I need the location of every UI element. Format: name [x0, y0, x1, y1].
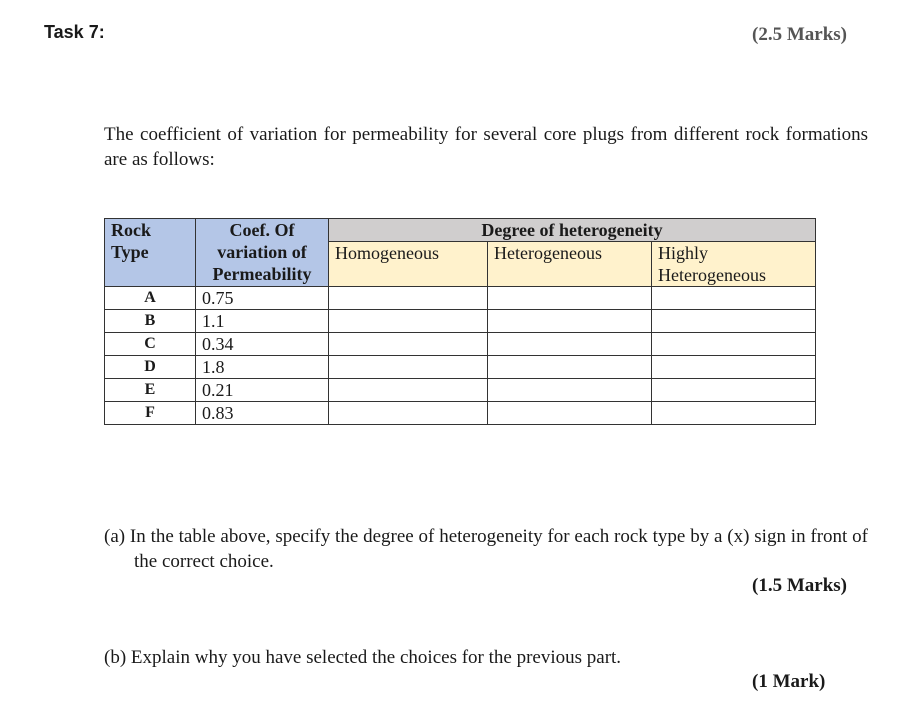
rock-type-cell: A [105, 287, 196, 310]
question-b-marks: (1 Mark) [752, 671, 826, 692]
highly-heterogeneous-answer-cell[interactable] [652, 287, 816, 310]
homogeneous-answer-cell[interactable] [329, 402, 488, 425]
header-highly-line2: Heterogeneous [658, 265, 766, 285]
table-row [105, 287, 816, 310]
rock-type-cell: B [105, 310, 196, 333]
rock-type-cell: C [105, 333, 196, 356]
homogeneous-answer-cell[interactable] [329, 287, 488, 310]
header-highly-line1: Highly [658, 243, 709, 263]
coef-cell: 1.8 [196, 356, 329, 379]
header-coef-line2: variation of [217, 242, 307, 262]
header-rock-line2: Type [111, 242, 149, 262]
task-marks: (2.5 Marks) [752, 24, 847, 45]
homogeneous-answer-cell[interactable] [329, 333, 488, 356]
header-coef-line1: Coef. Of [229, 220, 295, 240]
question-a [104, 524, 868, 574]
homogeneous-answer-cell[interactable] [329, 379, 488, 402]
table-row [105, 310, 816, 333]
task-title: Task 7: [44, 22, 105, 42]
header-rock-line1: Rock [111, 220, 151, 240]
highly-heterogeneous-answer-cell[interactable] [652, 333, 816, 356]
coef-cell: 0.75 [196, 287, 329, 310]
question-a-marks: (1.5 Marks) [752, 575, 847, 596]
header-heterogeneous: Heterogeneous [488, 242, 652, 287]
table-row [105, 379, 816, 402]
coef-cell: 0.34 [196, 333, 329, 356]
heterogeneous-answer-cell[interactable] [488, 287, 652, 310]
homogeneous-answer-cell[interactable] [329, 356, 488, 379]
table-row [105, 356, 816, 379]
heterogeneous-answer-cell[interactable] [488, 379, 652, 402]
header-highly-heterogeneous [652, 242, 816, 287]
heterogeneous-answer-cell[interactable] [488, 402, 652, 425]
heterogeneous-answer-cell[interactable] [488, 333, 652, 356]
header-homogeneous: Homogeneous [329, 242, 488, 287]
question-b-text: (b) Explain why you have selected the choices for the previous part. [104, 647, 622, 668]
rock-type-cell: D [105, 356, 196, 379]
highly-heterogeneous-answer-cell[interactable] [652, 310, 816, 333]
coef-cell: 0.83 [196, 402, 329, 425]
coef-cell: 0.21 [196, 379, 329, 402]
highly-heterogeneous-answer-cell[interactable] [652, 402, 816, 425]
rock-type-cell: E [105, 379, 196, 402]
header-rock-type [105, 219, 196, 287]
intro-paragraph: The coefficient of variation for permeability for several core plugs from different rock formations are as follows: [104, 124, 868, 170]
highly-heterogeneous-answer-cell[interactable] [652, 379, 816, 402]
heterogeneous-answer-cell[interactable] [488, 356, 652, 379]
homogeneous-answer-cell[interactable] [329, 310, 488, 333]
heterogeneity-table [104, 218, 816, 425]
table-row [105, 333, 816, 356]
highly-heterogeneous-answer-cell[interactable] [652, 356, 816, 379]
rock-type-cell: F [105, 402, 196, 425]
heterogeneous-answer-cell[interactable] [488, 310, 652, 333]
table-row [105, 402, 816, 425]
header-coef-line3: Permeability [212, 264, 312, 284]
question-a-text: (a) In the table above, specify the degree of heterogeneity for each rock type by a (x) sign in front of the correct choice. [104, 526, 868, 572]
coef-cell: 1.1 [196, 310, 329, 333]
header-coef [196, 219, 329, 287]
header-degree-group: Degree of heterogeneity [329, 219, 816, 242]
